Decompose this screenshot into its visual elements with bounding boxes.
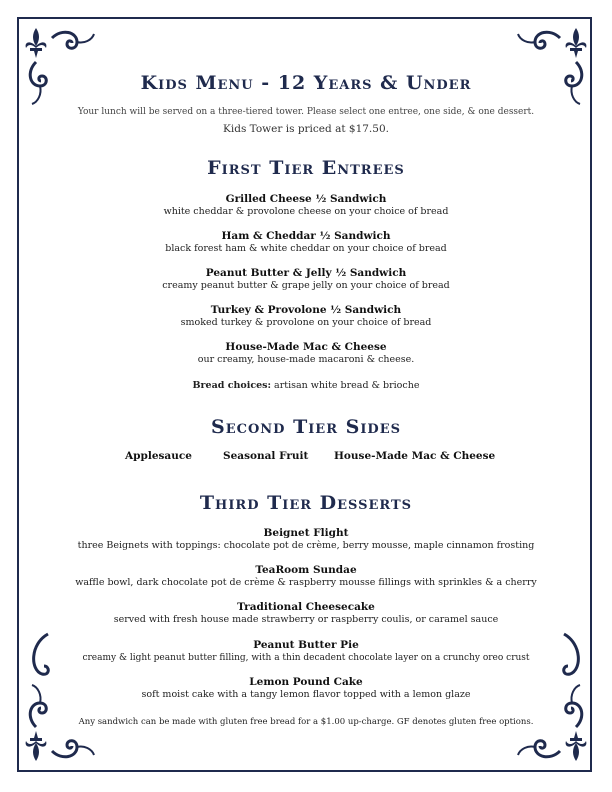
entree-item [0, 193, 612, 218]
entree-desc: smoked turkey & provolone on your choice of bread [180, 317, 432, 328]
dessert-item [0, 601, 612, 626]
entree-name: Ham & Cheddar ½ Sandwich [221, 230, 391, 242]
dessert-item [0, 564, 612, 589]
entree-desc: our creamy, house-made macaroni & cheese. [197, 354, 415, 365]
entree-item [0, 341, 612, 366]
dessert-item [0, 527, 612, 552]
entree-desc: black forest ham & white cheddar on your choice of bread [165, 243, 447, 254]
entree-item [0, 267, 612, 292]
entree-name: Grilled Cheese ½ Sandwich [225, 193, 387, 205]
tier3-title: Third Tier Desserts [199, 492, 413, 514]
bread-text: artisan white bread & brioche [271, 380, 420, 391]
page-title: Kids Menu - 12 Years & Under [140, 72, 472, 94]
dessert-name: Beignet Flight [263, 527, 349, 539]
tier1-title: First Tier Entrees [207, 157, 405, 179]
dessert-name: TeaRoom Sundae [255, 564, 357, 576]
dessert-name: Traditional Cheesecake [237, 601, 375, 613]
bread-label: Bread choices: [192, 380, 272, 391]
footer-note: Any sandwich can be made with gluten free bread for a $1.00 up-charge. GF denotes gluten free options. [78, 717, 534, 727]
price-text: Kids Tower is priced at $17.50. [223, 123, 389, 135]
dessert-item [0, 639, 612, 664]
side-item: House-Made Mac & Cheese [334, 450, 496, 462]
dessert-item [0, 676, 612, 701]
dessert-desc: served with fresh house made strawberry or raspberry coulis, or caramel sauce [113, 614, 499, 625]
dessert-desc: creamy & light peanut butter filling, with a thin decadent chocolate layer on a crunchy oreo crust [82, 653, 530, 663]
fleur-de-lis-icon [500, 24, 590, 114]
entree-item [0, 304, 612, 329]
side-item: Seasonal Fruit [223, 450, 309, 462]
entree-name: Turkey & Provolone ½ Sandwich [210, 304, 402, 316]
dessert-name: Peanut Butter Pie [253, 639, 359, 651]
fleur-de-lis-icon [22, 24, 112, 114]
entree-desc: white cheddar & provolone cheese on your choice of bread [163, 206, 449, 217]
entree-name: House-Made Mac & Cheese [225, 341, 387, 353]
side-item: Applesauce [125, 450, 192, 462]
entree-desc: creamy peanut butter & grape jelly on your choice of bread [162, 280, 450, 291]
entree-name: Peanut Butter & Jelly ½ Sandwich [205, 267, 407, 279]
dessert-name: Lemon Pound Cake [249, 676, 363, 688]
entree-item [0, 230, 612, 255]
dessert-desc: soft moist cake with a tangy lemon flavor topped with a lemon glaze [141, 689, 471, 700]
tier2-title: Second Tier Sides [211, 416, 401, 438]
dessert-desc: three Beignets with toppings: chocolate pot de crème, berry mousse, maple cinnamon frosting [77, 540, 535, 551]
dessert-desc: waffle bowl, dark chocolate pot de crème & raspberry mousse fillings with sprinkles & a cherry [75, 577, 537, 588]
intro-text: Your lunch will be served on a three-tiered tower. Please select one entree, one side, & one dessert. [77, 107, 535, 117]
bread-choices [0, 380, 612, 391]
